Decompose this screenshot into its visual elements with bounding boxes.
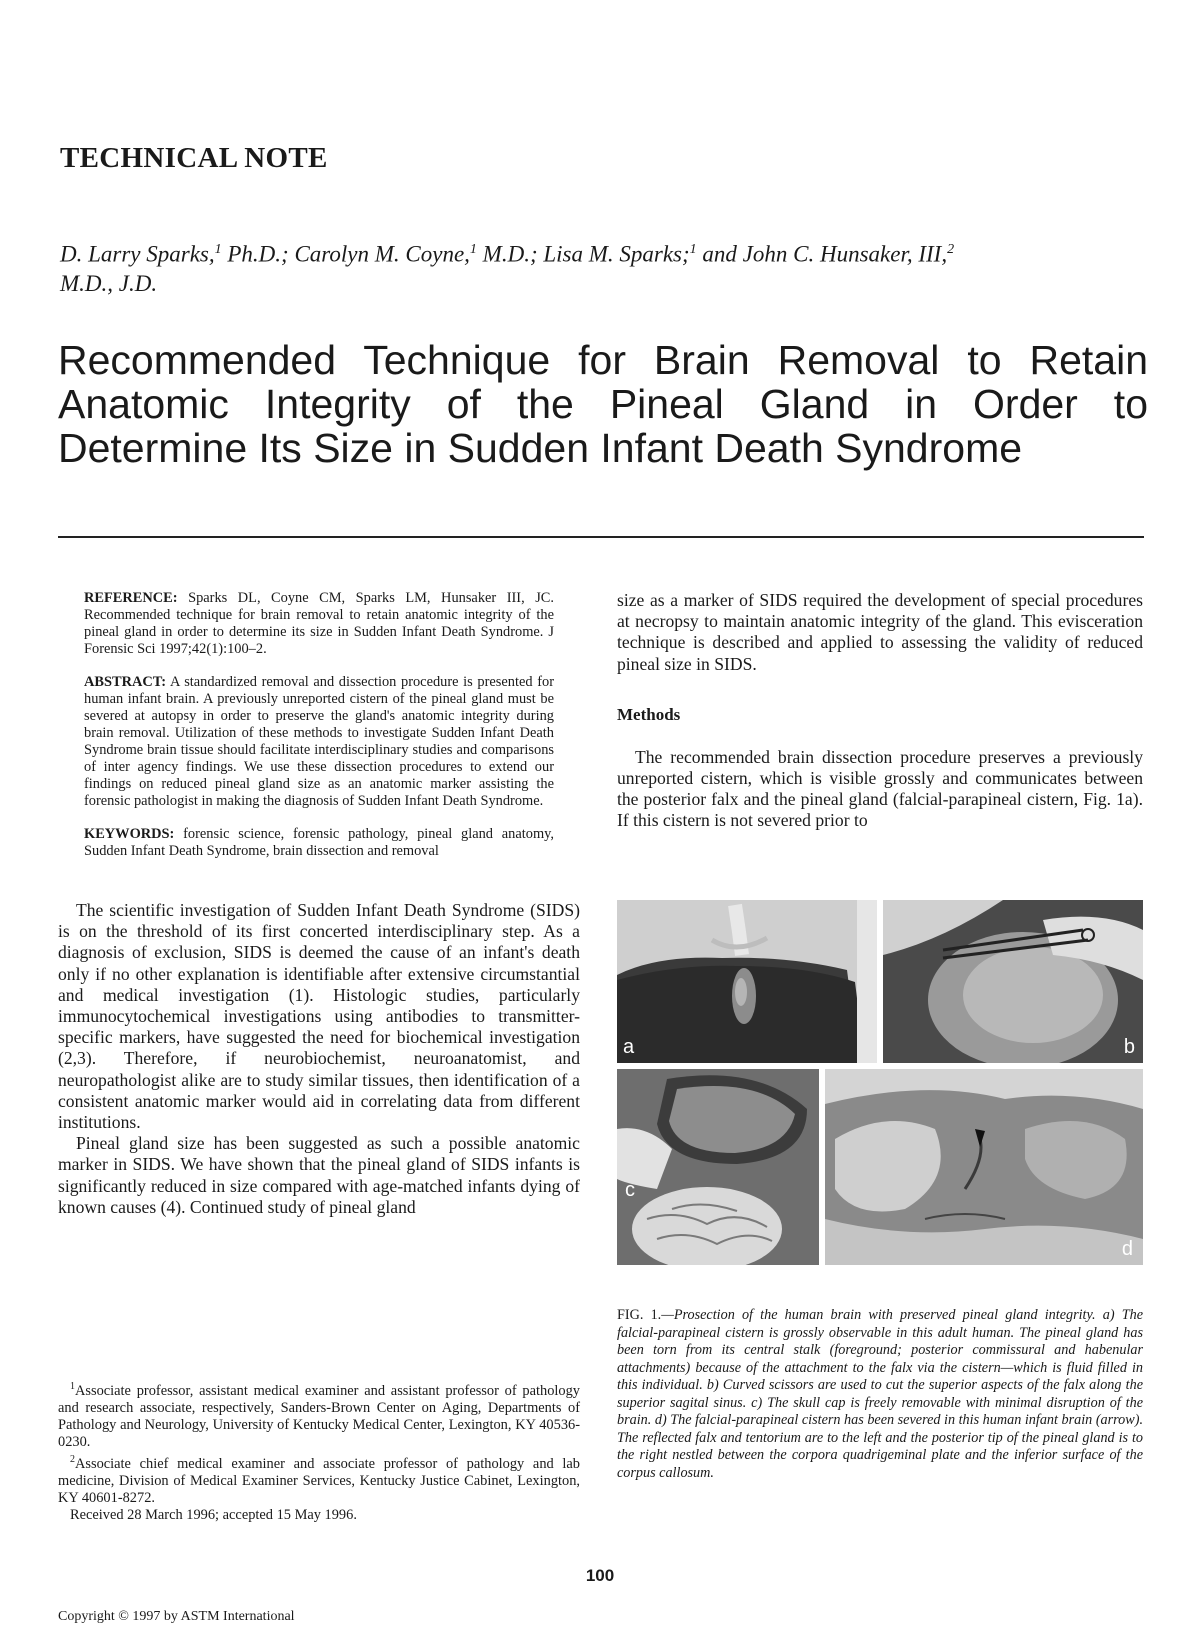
panel-b-image [883, 900, 1143, 1063]
paper-title: Recommended Technique for Brain Removal to Retain Anatomic Integrity of the Pineal Gland in Order to Determine Its Size in Sudden Infant Death Syndrome [58, 337, 1148, 471]
panel-a-label: a [623, 1036, 635, 1058]
footnote-2-text: Associate chief medical examiner and associate professor of pathology and lab medicine, Division of Medical Examiner Services, Kentucky Justice Cabinet, Lexington, KY 40601-8272. [58, 1455, 580, 1506]
figure-panel-b [883, 900, 1143, 1063]
footnote-2 [58, 1451, 580, 1507]
author-1-name: D. Larry Sparks, [60, 241, 215, 267]
author-4-name: and John C. Hunsaker, III, [696, 241, 948, 267]
copyright-notice: Copyright © 1997 by ASTM International [58, 1609, 295, 1624]
footnote-1-marker: 1 [70, 1381, 75, 1392]
left-column [58, 590, 580, 1218]
panel-c-image [617, 1069, 819, 1265]
caption-label: FIG. 1. [617, 1307, 662, 1323]
footnotes [58, 1378, 580, 1524]
title-divider [58, 536, 1144, 538]
keywords-block [84, 826, 554, 860]
reference-label: REFERENCE: [84, 590, 178, 606]
panel-d-image [825, 1069, 1143, 1265]
figure-panel-c [617, 1069, 819, 1265]
body-paragraph-3: size as a marker of SIDS required the development of special procedures at necropsy to maintain anatomic integrity of the gland. This evisceration technique is described and applied to assessing the validity of reduced pineal size in SIDS. [617, 590, 1143, 674]
author-3-affiliation: 1 [689, 242, 697, 257]
author-1-affiliation: 1 [214, 242, 222, 257]
abstract-text: A standardized removal and dissection procedure is presented for human infant brain. A previously unreported cistern of the pineal gland must be severed at autopsy in order to preserve the gland's anatomic integrity during brain removal. Utilization of these methods to investigate Sudden Infant Death Syndrome brain tissue should facilitate interdisciplinary studies and comparisons of inter agency findings. We use these dissection procedures to extend our findings on reduced pineal gland size as an anatomic marker assisting the forensic pathologist in making the diagnosis of Sudden Infant Death Syndrome. [84, 674, 554, 809]
panel-c-label: c [625, 1179, 635, 1201]
received-dates: Received 28 March 1996; accepted 15 May 1996. [70, 1506, 357, 1523]
figure-panel-d [825, 1069, 1143, 1265]
figure-panel-a [617, 900, 877, 1063]
panel-d-label: d [1121, 1238, 1133, 1260]
abstract-block [84, 674, 554, 810]
author-2-degree: M.D.; [476, 241, 544, 267]
author-3-name: Lisa M. Sparks; [543, 241, 690, 267]
author-list [60, 235, 1145, 298]
methods-heading: Methods [617, 704, 681, 724]
caption-text: —Prosection of the human brain with preserved pineal gland integrity. a) The falcial-parapineal cistern is grossly observable in this adult human. The pineal gland has been torn from its central stalk (foreground; posterior commissural and habenular attachments) because of the attachment to the falx via the cistern—which is fluid filled in this individual. b) Curved scissors are used to cut the superior aspects of the falx along the superior sagital sinus. c) The skull cap is freely removable with minimal disruption of the brain. d) The falcial-parapineal cistern has been severed in this human infant brain (arrow). The reflected falx and tentorium are to the left and the posterior tip of the pineal gland is to the right nestled between the corpora quadrigeminal plate and the inferior surface of the corpus callosum. [617, 1307, 1143, 1481]
footnote-1 [58, 1378, 580, 1451]
panel-b-label: b [1123, 1036, 1135, 1058]
author-1-degree: Ph.D.; [221, 241, 295, 267]
author-4-degree: M.D., J.D. [60, 270, 158, 296]
body-paragraph-1: The scientific investigation of Sudden Infant Death Syndrome (SIDS) is on the threshold of its first concerted interdisciplinary step. As a diagnosis of exclusion, SIDS is deemed the cause of an infant's death only if no other explanation is identifiable after extensive circumstantial and medical investigation (1). Histologic studies, particularly immunocytochemical investigations using antibodies to transmitter-specific markers, have suggested the need for biochemical investigation (2,3). Therefore, if neurobiochemist, neuroanatomist, and neuropathologist alike are to study similar tissues, then identification of a consistent anatomic marker would aid in correlating data from different institutions. [58, 900, 580, 1133]
figure-caption [617, 1307, 1143, 1482]
panel-a-image [617, 900, 877, 1063]
body-paragraph-2: Pineal gland size has been suggested as such a possible anatomic marker in SIDS. We have shown that the pineal gland of SIDS infants is significantly reduced in size compared with age-matched infants dying of known causes (4). Continued study of pineal gland [58, 1133, 580, 1217]
page-number: 100 [585, 1566, 615, 1585]
reference-block [84, 590, 554, 658]
keywords-text: forensic science, forensic pathology, pineal gland anatomy, Sudden Infant Death Syndrome, brain dissection and removal [84, 826, 554, 859]
right-column [617, 590, 1143, 832]
author-4-affiliation: 2 [947, 242, 955, 257]
section-label: TECHNICAL NOTE [60, 142, 328, 174]
abstract-label: ABSTRACT: [84, 674, 167, 690]
keywords-label: KEYWORDS: [84, 826, 175, 842]
footnote-1-text: Associate professor, assistant medical examiner and assistant professor of pathology and research associate, respectively, Sanders-Brown Center on Aging, Departments of Pathology and Neurology, University of Kentucky Medical Center, Lexington, KY 40536-0230. [58, 1382, 580, 1450]
footnote-2-marker: 2 [70, 1453, 75, 1465]
reference-text: Sparks DL, Coyne CM, Sparks LM, Hunsaker III, JC. Recommended technique for brain removal to retain anatomic integrity of the pineal gland in order to determine its size in Sudden Infant Death Syndrome. J Forensic Sci 1997;42(1):100–2. [84, 590, 554, 657]
body-paragraph-4: The recommended brain dissection procedure preserves a previously unreported cistern, which is visible grossly and communicates between the posterior falx and the pineal gland (falcial-parapineal cistern, Fig. 1a). If this cistern is not severed prior to [617, 746, 1143, 831]
author-2-affiliation: 1 [469, 242, 477, 257]
front-matter [58, 590, 580, 860]
figure-1 [617, 900, 1143, 1265]
author-2-name: Carolyn M. Coyne, [294, 241, 470, 267]
